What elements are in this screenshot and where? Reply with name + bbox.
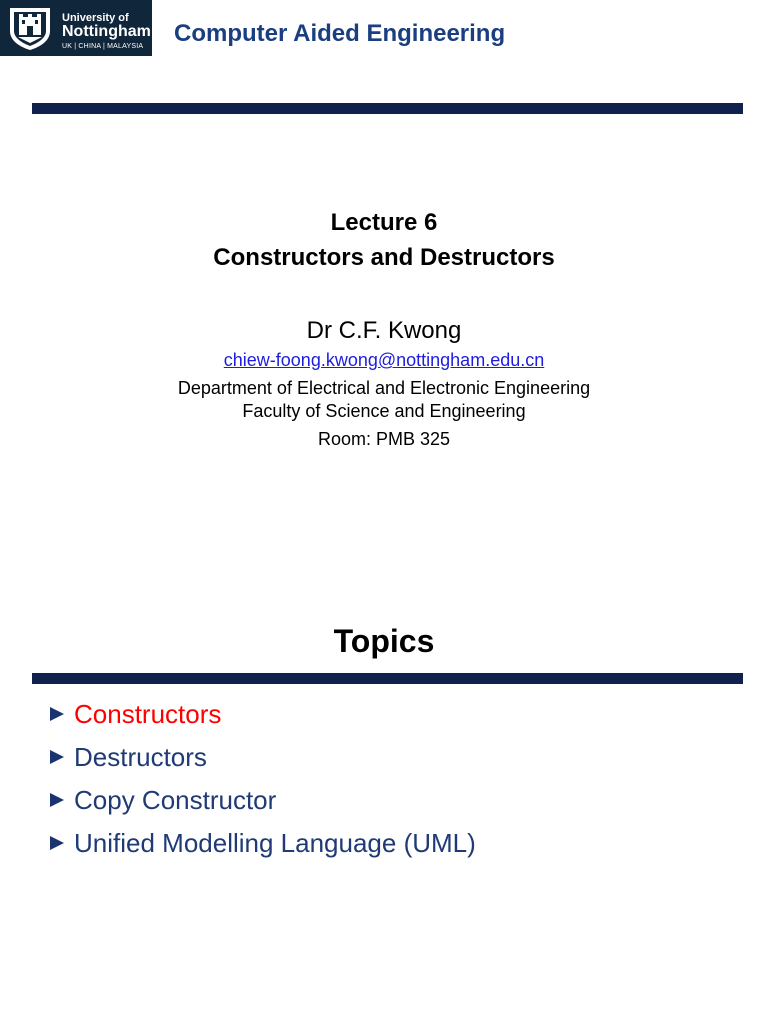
topic-item-constructors	[50, 692, 476, 735]
triangle-bullet-icon	[50, 793, 64, 807]
header-divider	[32, 103, 743, 114]
logo-nottingham: Nottingham	[62, 23, 151, 40]
topic-label: Constructors	[74, 698, 222, 729]
topic-item-uml	[50, 821, 476, 864]
room: Room: PMB 325	[317, 429, 451, 449]
lecture-topic: Constructors and Destructors	[213, 244, 555, 271]
faculty: Faculty of Science and Engineering	[242, 401, 526, 421]
triangle-bullet-icon	[50, 707, 64, 721]
email-link[interactable]: chiew-foong.kwong@nottingham.edu.cn	[223, 350, 545, 370]
department: Department of Electrical and Electronic Engineering	[177, 378, 591, 398]
course-title: Computer Aided Engineering	[174, 20, 506, 47]
lecture-number: Lecture 6	[330, 209, 438, 236]
triangle-bullet-icon	[50, 836, 64, 850]
topics-divider	[32, 673, 743, 684]
topics-slide	[0, 512, 768, 1024]
crest-icon	[4, 5, 56, 51]
lecturer-name: Dr C.F. Kwong	[306, 317, 462, 344]
topic-list	[50, 692, 476, 864]
topic-item-destructors	[50, 735, 476, 778]
university-logo	[0, 0, 152, 56]
topic-item-copy-constructor	[50, 778, 476, 821]
topic-label: Unified Modelling Language (UML)	[74, 827, 476, 858]
triangle-bullet-icon	[50, 750, 64, 764]
logo-campuses: UK | CHINA | MALAYSIA	[62, 43, 144, 50]
topics-heading: Topics	[333, 623, 435, 659]
topic-label: Destructors	[74, 741, 207, 772]
logo-university-of: University of	[62, 12, 129, 24]
topic-label: Copy Constructor	[74, 784, 277, 815]
